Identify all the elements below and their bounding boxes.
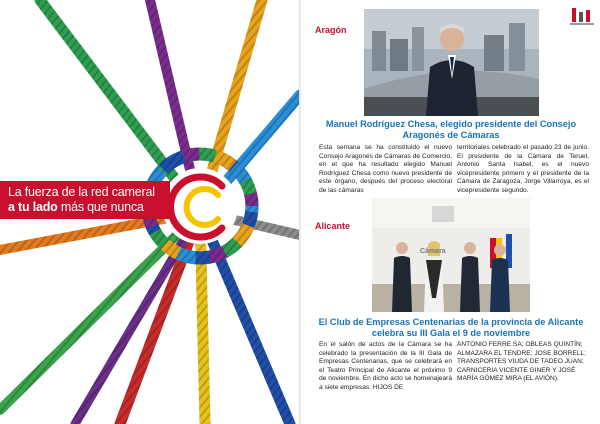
body-aragon-col1: Esta semana se ha constituido el nuevo Consejo Aragonés de Cámaras de Comercio, en el que ha resultado elegido Manuel Rodríguez Chesa como nuevo presidente de este órgano, después del proceso electoral de las cámaras — [319, 144, 452, 194]
photo-aragon — [364, 9, 539, 116]
corner-logo-icon — [570, 6, 594, 26]
cover-tagline-line2 — [8, 200, 170, 215]
photo-alicante-banner: Cámara — [420, 248, 446, 255]
cover-tagline-line1: La fuerza de la red cameral — [8, 185, 155, 199]
region-label-aragon: Aragón — [315, 25, 347, 35]
news-page — [301, 0, 600, 424]
photo-alicante-illustration — [372, 198, 530, 312]
headline-alicante: El Club de Empresas Centenarias de la provincia de Alicante celebra su III Gala el 9 de noviembre — [318, 317, 584, 338]
headline-aragon: Manuel Rodríguez Chesa, elegido presidente del Consejo Aragonés de Cámaras — [325, 119, 577, 140]
photo-alicante — [372, 198, 530, 312]
body-aragon-col2: territoriales celebrado el pasado 23 de junio. El presidente de la Cámara de Teruel, Antonio Santa Isabel, es el nuevo vicepresidente primero y el presidente de la Cámara de Zaragoza, Jorge Villarroya, es el vicepresidente segundo. — [457, 144, 589, 194]
body-alicante-col1: En el salón de actos de la Cámara se ha celebrado la presentación de la III Gala de Empresas Centenarias, que se celebrará en el Teatro Principal de Alicante el próximo 9 de noviembre. En dicho acto se homenajeará a siete empresas: HIJOS DE — [319, 341, 452, 391]
region-label-alicante: Alicante — [315, 221, 351, 231]
photo-aragon-illustration — [364, 9, 539, 116]
cover-tagline-band — [0, 181, 170, 219]
body-alicante-col2: ANTONIO FERRE SA; OBLEAS QUINTÍN; ALMAZARA EL TENDRE; JOSE BORRELL; TRANSPORTES VIUDA DE TADEO JUAN; CARNICERIA VICENTE GINER Y JOSÉ MARÍA GÓMEZ MIRA (EL AVIÓN). — [457, 341, 586, 383]
cover-tagline-bold: a tu lado — [8, 200, 58, 214]
cover-tagline-rest: más que nunca — [57, 200, 144, 214]
